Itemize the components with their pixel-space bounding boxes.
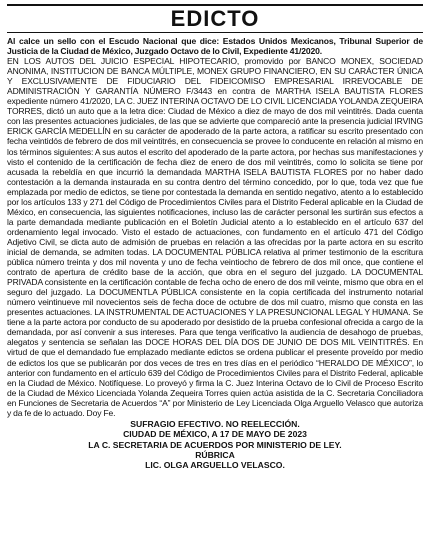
closing-date: CIUDAD DE MÉXICO, A 17 DE MAYO DE 2023 (123, 429, 307, 440)
edict-closing (7, 419, 423, 471)
closing-signer-name: LIC. OLGA ARGUELLO VELASCO. (145, 460, 285, 471)
edict-title: EDICTO (170, 6, 260, 31)
edict-text (7, 36, 423, 418)
edict-body: EN LOS AUTOS DEL JUICIO ESPECIAL HIPOTECARIO, promovido por BANCO MONEX, SOCIEDAD ANONIMA, INSTITUCION DE BANCA MÚLTIPLE, MONEX GRUPO FINANCIERO, EN SU CARÁCTER ÚNICA Y EXCLUSIVAMENTE DE FIDUCIARIO DEL FIDEICOMISO EMPRESARIAL IRREVOCABLE DE ADMINISTRACIÓN Y GARANTÍA NÚMERO F/3443 en contra de MARTHA ISELA BAUTISTA FLORES expediente número 41/2020, LA C. JUEZ INTERINA OCTAVO DE LO CIVIL LICENCIADA YOLANDA ZEQUEIRA TORRES, dictó un auto que a la letra dice: Ciudad de México a diez de mayo de dos mil veintitrés. Dada cuenta con las presentes actuaciones judiciales, de las que se advierte que compareció ante la presencia judicial IRVING ERICK GARCÍA MEDELLÍN en su carácter de apoderado de la parte actora, a ratificar su escrito presentado con fecha veintidós de febrero de dos mil veintitrés, en consecuencia se provee lo conducente en relación al mismo en los términos siguientes: A sus autos el escrito del apoderado de la parte actora, por hechas sus manifestaciones y visto el contenido de la certificación de fecha diez de enero de dos mil veintitrés, como lo solicita se tiene por acusada la rebeldía en que incurrió la demandada MARTHA ISELA BAUTISTA FLORES por no haber dado contestación a la demanda instaurada en su contra dentro del término concedido, por lo que, toda vez que fue emplazada por medio de edictos, se tiene por contestada la demanda en sentido negativo, atento a lo establecido por los artículos 133 y 271 del Código de Procedimientos Civiles para el Distrito Federal aplicable en la Ciudad de México, en consecuencia, las siguientes notificaciones, incluso las de carácter personal les surtirán sus efectos a la parte demandada mediante publicación en el Boletín Judicial atento a lo establecido en el artículo 637 del ordenamiento legal invocado. Visto el estado de actuaciones, con fundamento en el artículo 471 del Código Adjetivo Civil, se dicta auto de admisión de pruebas en relación a las ofrecidas por la parte actora en su escrito inicial de demanda, se admiten todas. LA DOCUMENTAL PÚBLICA relativa al primer testimonio de la escritura pública número treinta y dos mil noventa y uno de fecha veintiocho de febrero de dos mil once, que contiene el contrato de apertura de crédito base de la acción, que obra en el seguro del juzgado. LA DOCUMENTAL PRIVADA consistente en la certificación contable de fecha ocho de enero de dos mil veinte, mismo que obra en el seguro del juzgado. La DOCUMENTLA PÚBLICA consistente en la copia certificada del instrumento notarial número veintinueve mil novecientos seis de fecha doce de octubre de dos mil cuatro, mismo que consta en las presentes actuaciones. LA INSTRUMENTAL DE ACTUACIONES Y LA PRESUNCIONAL LEGAL Y HUMANA. Se tiene a la parte actora por conducto de su apoderado por desistido de la prueba confesional ofrecida a cargo de la demandada, por así convenir a sus intereses. Para que tenga verificativo la audiencia de desahogo de pruebas, alegatos y sentencia se señalan las DOCE HORAS DEL DÍA DOS DE JUNIO DE DOS MIL VEINTITRÉS. En virtud de que el demandado fue emplazado mediante edictos se ordena publicar el presente proveído por medio de edictos los que se publicarán por dos veces de tres en tres días en el periódico “HERALDO DE MÉXICO”, lo anterior con fundamento en el artículo 639 del Código de Procedimientos Civiles para el Distrito Federal, aplicable en la Ciudad de México. Notifíquese. Lo proveyó y firma la C. Juez Interina Octavo de lo Civil de Proceso Escrito de la Ciudad de México Licenciada Yolanda Zequeira Torres quien actúa asistida de la C. Secretaria Conciliadora en Funciones de Secretaria de Acuerdos “A” por Ministerio de Ley Licenciada Olga Arguello Velasco que autoriza y da fe de lo actuado. Doy Fe. (7, 56, 423, 418)
closing-signature-mark: RÚBRICA (195, 450, 235, 460)
title-band (7, 4, 423, 33)
edict-lead: Al calce un sello con el Escudo Nacional que dice: Estados Unidos Mexicanos, Tribunal Superior de Justicia de la Ciudad de México, Juzgado Octavo de lo Civil, Expediente 41/2020. (7, 36, 423, 57)
closing-motto: SUFRAGIO EFECTIVO. NO REELECCIÓN. (130, 418, 300, 429)
closing-signer-title: LA C. SECRETARIA DE ACUERDOS POR MINISTERIO DE LEY. (88, 439, 342, 450)
